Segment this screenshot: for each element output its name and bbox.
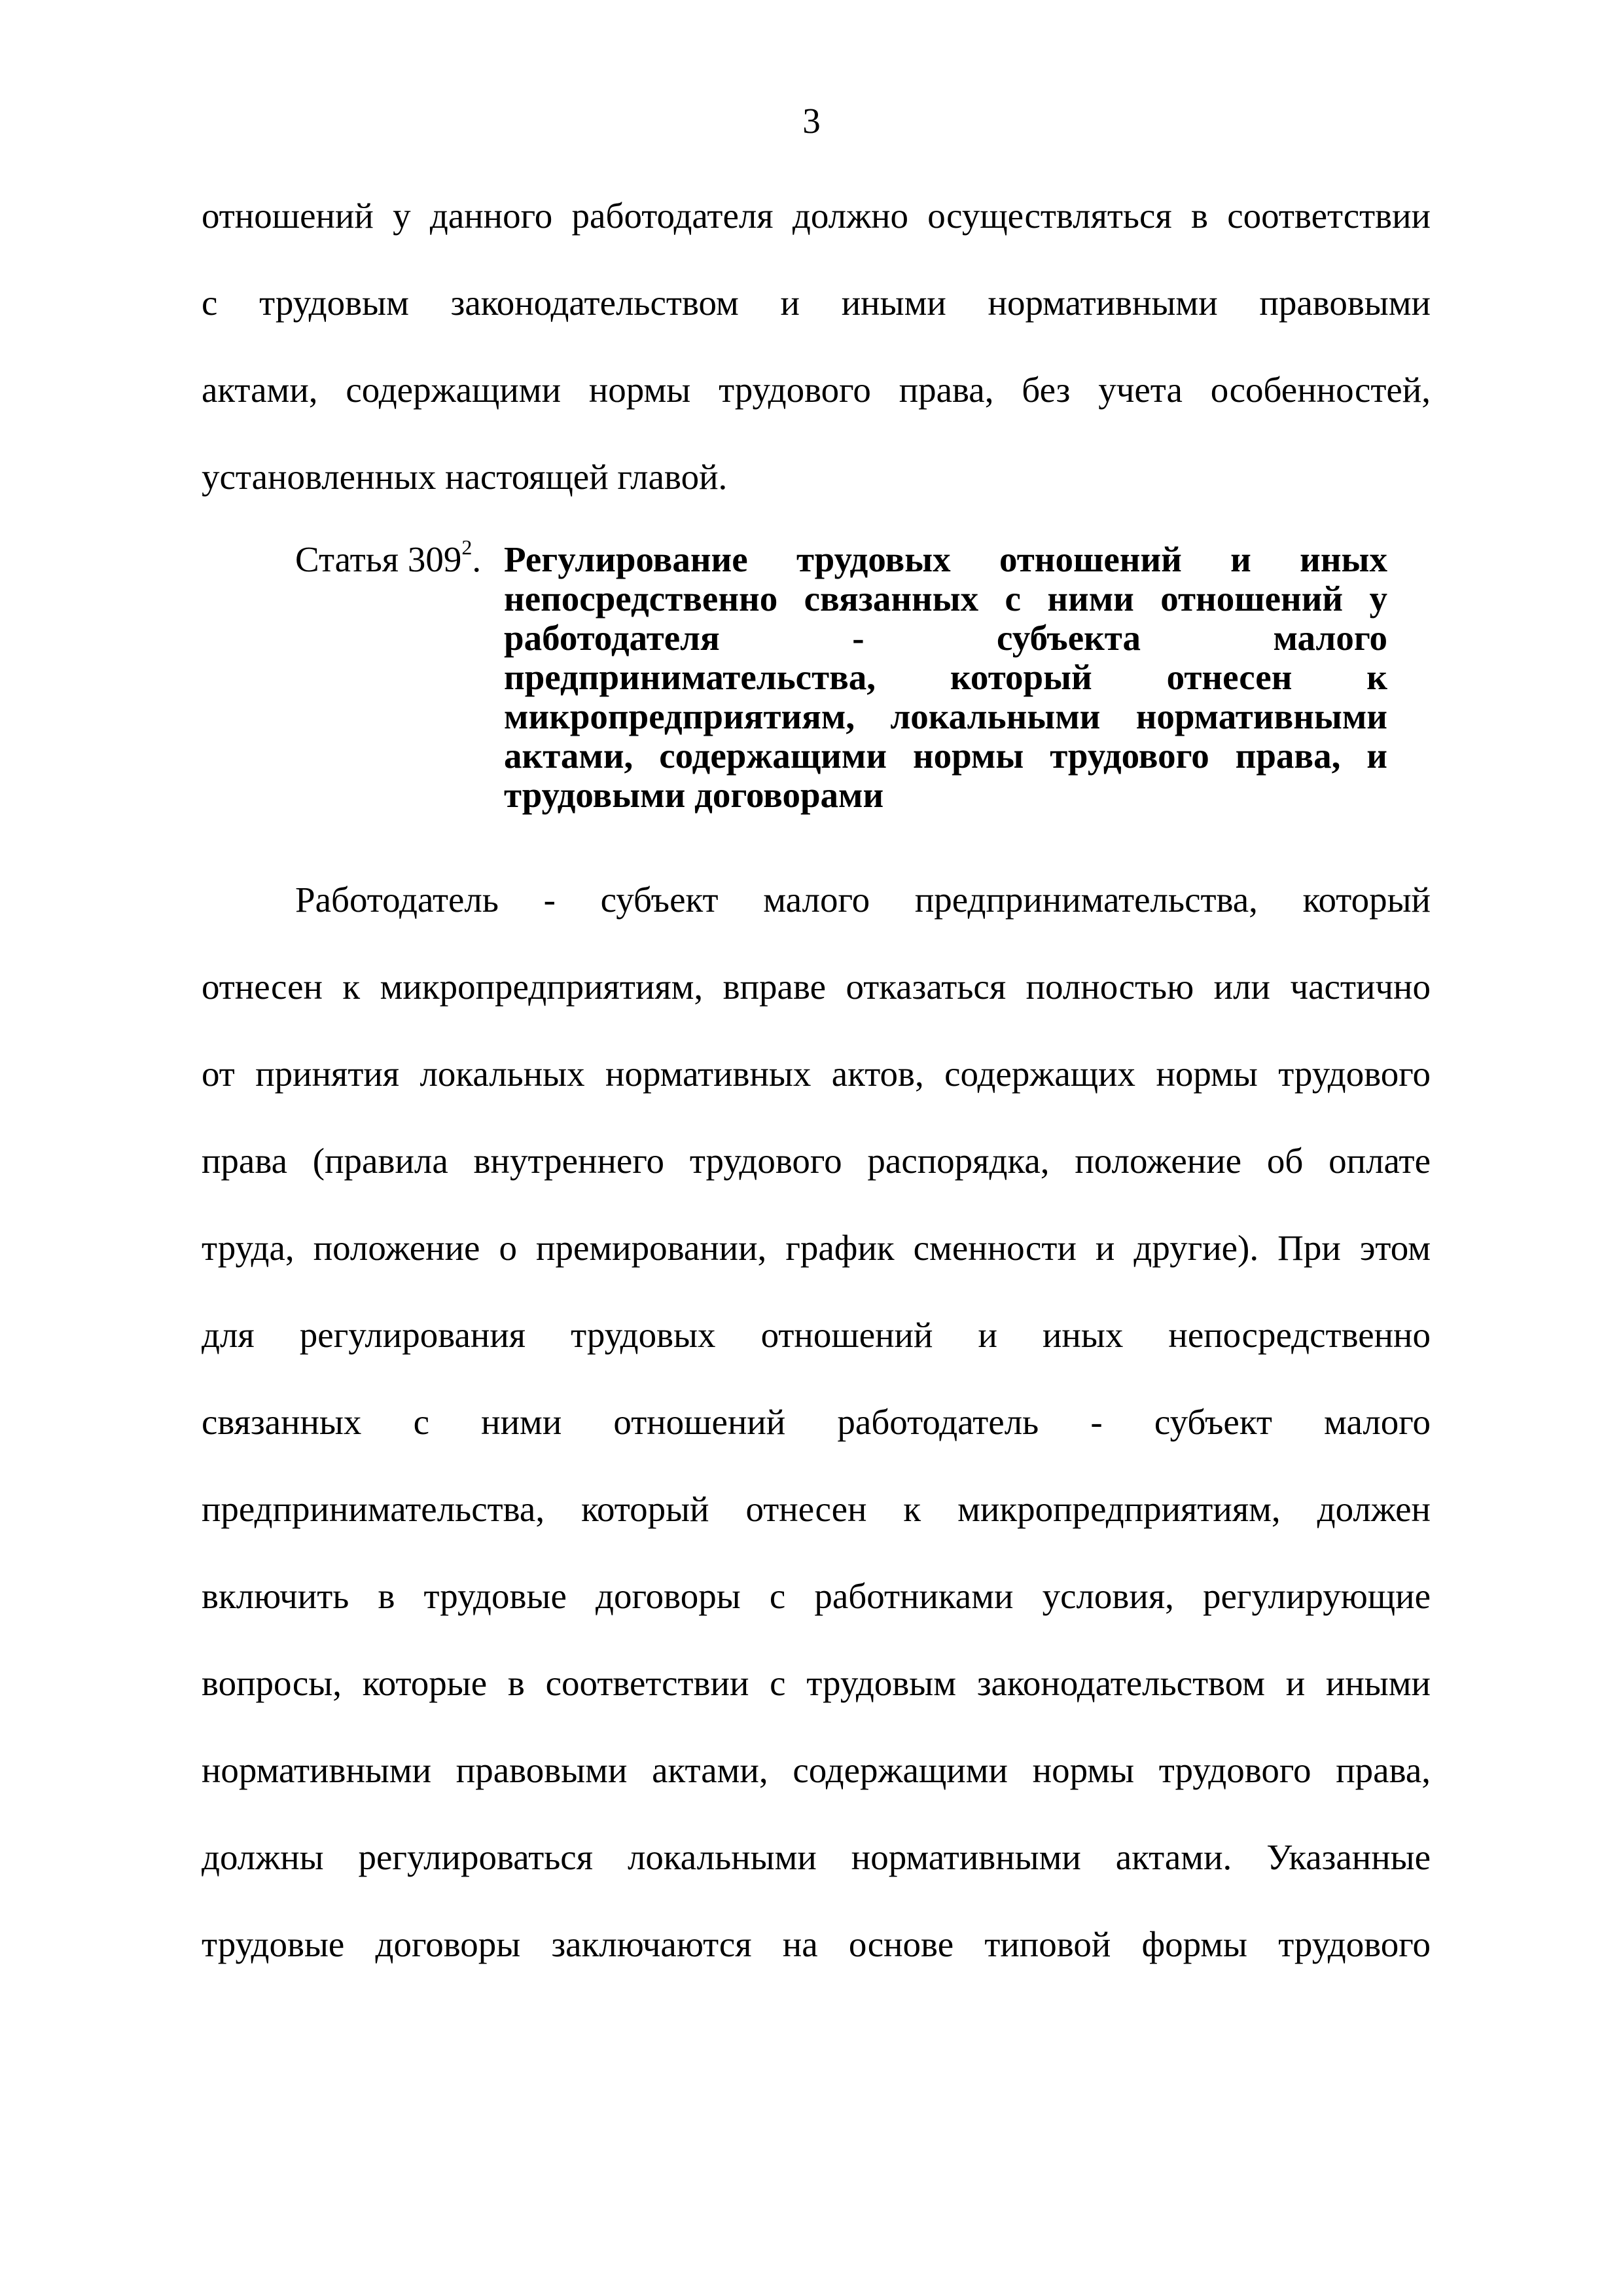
text-line: вопросы, которые в соответствии с трудовым законодательством и иными: [202, 1663, 1431, 1703]
text-line: труда, положение о премировании, график сменности и другие). При этом: [202, 1228, 1431, 1268]
article-title-line: микропредприятиям, локальными нормативными: [504, 696, 1387, 736]
text-line: связанных с ними отношений работодатель - субъект малого: [202, 1402, 1431, 1442]
text-line: права (правила внутреннего трудового распорядка, положение об оплате: [202, 1141, 1431, 1181]
article-label-suffix: .: [472, 539, 482, 579]
text-line: Работодатель - субъект малого предпринимательства, который: [295, 880, 1431, 920]
text-line: от принятия локальных нормативных актов, содержащих нормы трудового: [202, 1054, 1431, 1094]
page-number: 3: [802, 101, 821, 141]
article-title-line: актами, содержащими нормы трудового права, и: [504, 736, 1387, 776]
article-title-line: Регулирование трудовых отношений и иных: [504, 539, 1387, 579]
article-label-text: Статья 309: [295, 539, 462, 579]
text-line: трудовые договоры заключаются на основе типовой формы трудового: [202, 1924, 1431, 1964]
text-line: установленных настоящей главой.: [202, 457, 728, 497]
article-title-line: трудовыми договорами: [504, 775, 884, 815]
article-title-line: работодателя - субъекта малого: [504, 618, 1387, 658]
text-line: отношений у данного работодателя должно осуществляться в соответствии: [202, 196, 1431, 236]
text-line: включить в трудовые договоры с работниками условия, регулирующие: [202, 1576, 1431, 1616]
text-line: предпринимательства, который отнесен к микропредприятиям, должен: [202, 1489, 1431, 1529]
text-line: актами, содержащими нормы трудового права, без учета особенностей,: [202, 370, 1431, 410]
text-line: нормативными правовыми актами, содержащими нормы трудового права,: [202, 1750, 1431, 1790]
article-number: [295, 537, 481, 583]
text-line: отнесен к микропредприятиям, вправе отказаться полностью или частично: [202, 967, 1431, 1007]
article-title-line: непосредственно связанных с ними отношений у: [504, 579, 1387, 619]
article-superscript: 2: [461, 535, 473, 559]
text-line: для регулирования трудовых отношений и иных непосредственно: [202, 1315, 1431, 1355]
text-line: должны регулироваться локальными нормативными актами. Указанные: [202, 1837, 1431, 1877]
article-title-line: предпринимательства, который отнесен к: [504, 657, 1387, 697]
text-line: с трудовым законодательством и иными нормативными правовыми: [202, 283, 1431, 323]
